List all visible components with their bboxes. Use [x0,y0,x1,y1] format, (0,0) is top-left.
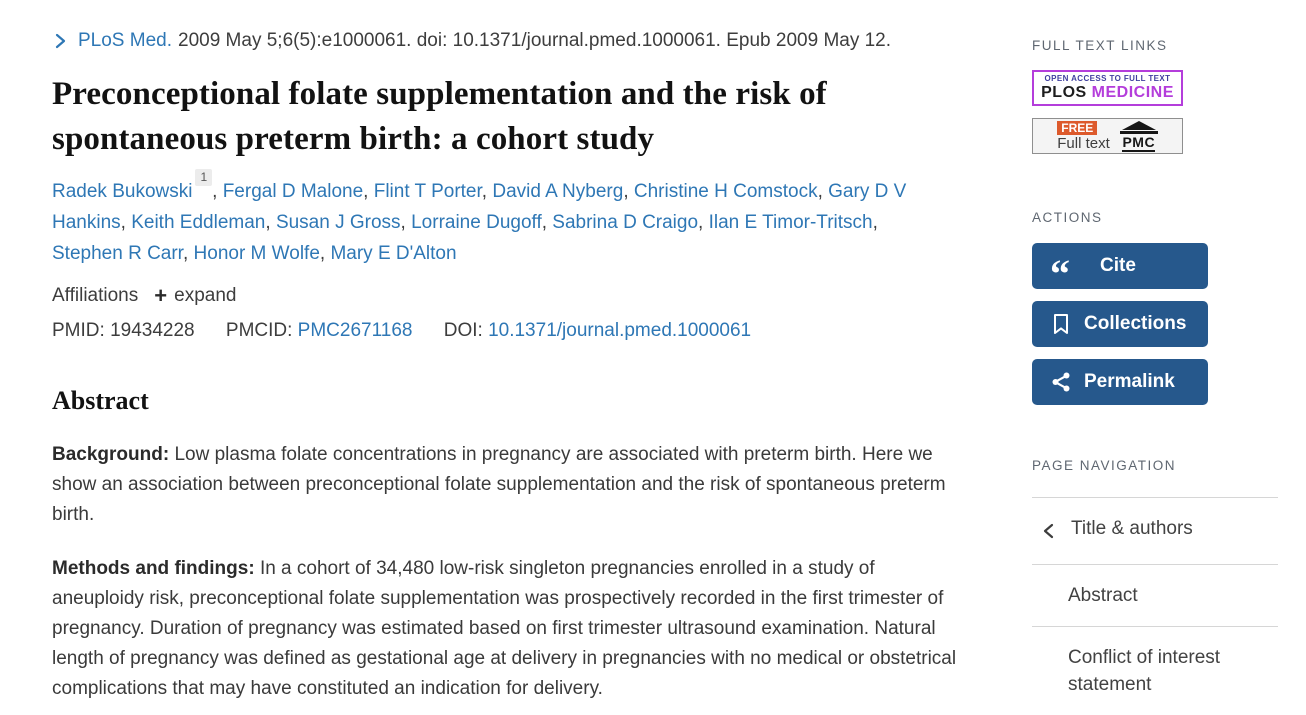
article-ids-row [52,320,964,342]
author-link[interactable]: Fergal D Malone [222,180,364,202]
abstract-methods-paragraph [52,554,964,704]
affiliations-label: Affiliations [52,284,139,306]
abstract-background-paragraph [52,440,964,530]
page-title: Preconceptional folate supplementation and the risk of spontaneous preterm birth: a cohort study [52,76,827,157]
collections-button[interactable] [1032,301,1208,347]
doi-group [444,320,751,341]
author-link[interactable]: Christine H Comstock [633,180,818,202]
cite-button-label: Cite [1100,255,1136,276]
share-icon [1050,370,1072,394]
author-link[interactable]: Radek Bukowski [52,180,193,202]
cite-button[interactable] [1032,243,1208,296]
permalink-button-label: Permalink [1084,371,1175,392]
permalink-button[interactable] [1032,359,1208,405]
right-sidebar [1032,0,1278,715]
pmcid-label: PMCID: [225,319,293,341]
nav-item-label: Conflict of interest statement [1068,647,1221,695]
abstract-methods-text: In a cohort of 34,480 low-risk singleton pregnancies enrolled in a study of aneuploidy risk, preconceptional folate supplementation was prospectively recorded in the first trimester of pregnancy. Duration of pregnancy was estimated based on first trimester ultrasound examination. Natural length of pregnancy was defined as gestational age at delivery in pregnancies with no medical or obstetrical complications that may have constituted an indication for delivery. [52,557,957,699]
pmc-logo-icon: PMC [1120,121,1158,152]
collections-button-label: Collections [1084,313,1187,334]
plos-medicine-full-text-badge[interactable] [1032,70,1183,106]
author-link[interactable]: Sabrina D Craigo [552,211,699,233]
author-link[interactable]: Keith Eddleman [131,211,266,233]
actions-heading: ACTIONS [1032,210,1103,225]
nav-item-abstract[interactable] [1032,565,1278,626]
breadcrumb [52,30,964,52]
chevron-left-icon [1042,520,1055,547]
pmcid-link[interactable]: PMC2671168 [297,319,413,341]
pmcid-group [226,320,413,341]
free-tag: FREE [1057,121,1097,135]
doi-label: DOI: [443,319,483,341]
author-link[interactable]: David A Nyberg [492,180,624,202]
expand-label: expand [174,284,237,306]
doi-link[interactable]: 10.1371/journal.pmed.1000061 [488,319,752,341]
full-text-label: Full text [1057,134,1110,152]
author-link[interactable]: Ilan E Timor-Tritsch [708,211,873,233]
abstract-methods-label: Methods and findings: [52,557,255,579]
nav-item-conflict-of-interest[interactable] [1032,627,1278,715]
chevron-right-icon [52,32,68,50]
author-link[interactable]: Mary E D'Alton [330,242,457,264]
plos-open-access-tagline: OPEN ACCESS TO FULL TEXT [1044,74,1171,83]
abstract-heading: Abstract [52,385,149,415]
nav-item-label: Title & authors [1071,518,1193,539]
article-main-column [52,0,964,704]
affiliations-row [52,282,964,308]
abstract-background-label: Background: [52,443,170,465]
affiliation-number[interactable]: 1 [195,169,212,186]
author-link[interactable]: Stephen R Carr [52,242,183,264]
author-list: Radek Bukowski$^1$, Fergal D Malone, Flint T Porter, David A Nyberg, Christine H Comstock, Gary D V Hankins, Keith Eddleman, Susan J Gross, Lorraine Dugoff, Sabrina D Craigo, Ilan E Timor-Tritsch, Stephen R Carr, Honor M Wolfe, Mary E D'Alton [52,170,907,264]
nav-item-title-authors[interactable] [1032,498,1278,564]
page-navigation-heading: PAGE NAVIGATION [1032,458,1177,473]
nav-item-label: Abstract [1068,585,1138,606]
author-link[interactable]: Honor M Wolfe [193,242,320,264]
quote-icon: “ [1050,251,1070,296]
citation-text: 2009 May 5;6(5):e1000061. doi: 10.1371/journal.pmed.1000061. Epub 2009 May 12. [178,30,892,51]
author-link[interactable]: Flint T Porter [373,180,482,202]
bookmark-icon [1050,312,1072,336]
expand-affiliations-button[interactable] [154,282,237,308]
full-text-links-heading: FULL TEXT LINKS [1032,38,1168,53]
abstract-background-text: Low plasma folate concentrations in pregnancy are associated with preterm birth. Here we show an association between preconceptional folate supplementation and the risk of spontaneous preterm birth. [52,443,946,525]
plus-icon: + [154,282,168,308]
pmid-value: 19434228 [110,319,195,341]
author-link[interactable]: Gary D V Hankins [52,180,907,233]
pmc-free-full-text-label [1057,121,1110,152]
journal-link[interactable]: PLoS Med. [78,30,172,51]
pmid-label: PMID: [52,319,105,341]
plos-medicine-logo: PLOS MEDICINE [1041,84,1174,101]
author-link[interactable]: Susan J Gross [275,211,401,233]
pmc-free-full-text-badge[interactable] [1032,118,1183,154]
pmid-group [52,320,195,341]
author-link[interactable]: Lorraine Dugoff [411,211,542,233]
